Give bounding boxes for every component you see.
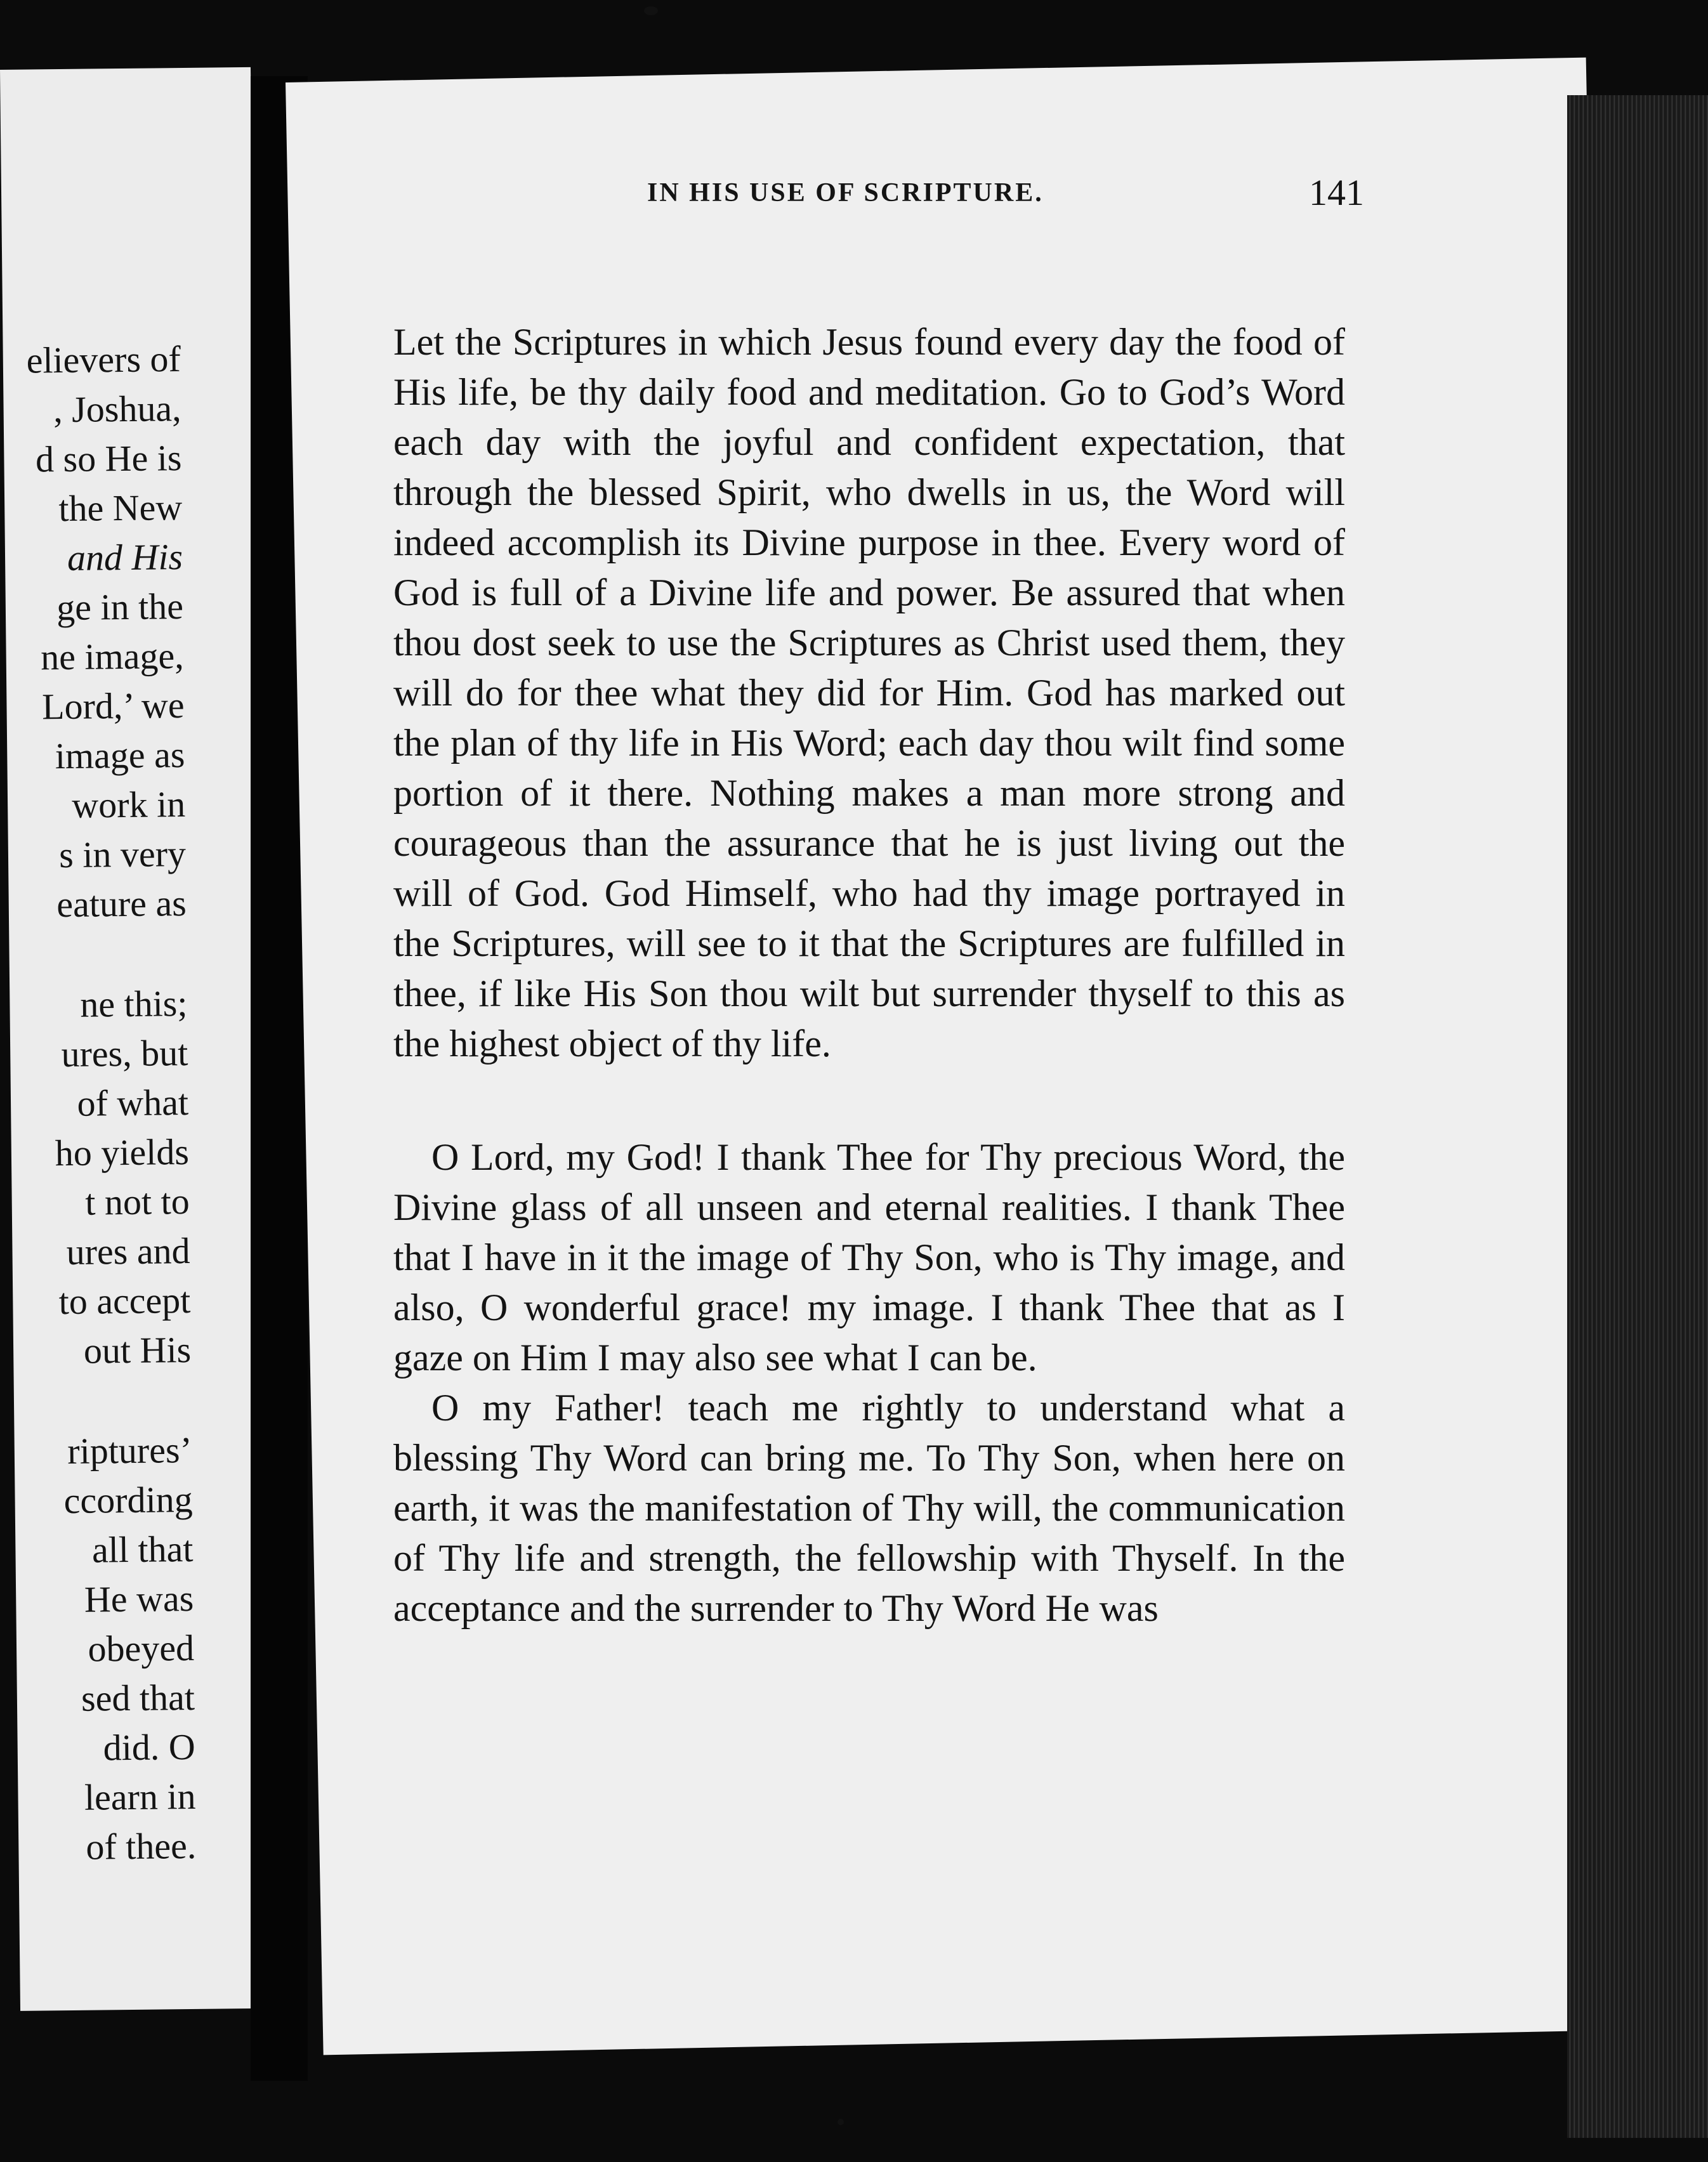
left-page-line: the New — [58, 487, 183, 530]
left-page-line: , Joshua, — [53, 388, 181, 431]
left-page-line: all that — [91, 1528, 194, 1571]
left-page-line: work in — [71, 783, 186, 826]
page-number: 141 — [1309, 172, 1364, 213]
left-page-line: out His — [83, 1328, 192, 1372]
left-page-line: of thee. — [86, 1825, 197, 1868]
left-page-line: and His — [67, 536, 183, 579]
scan-speck — [838, 2119, 844, 2125]
left-page-line: ho yields — [55, 1130, 190, 1174]
left-page — [0, 67, 271, 2011]
left-page-line: eature as — [56, 882, 187, 926]
body-text — [393, 317, 1345, 1634]
left-page-line: s in very — [58, 833, 187, 876]
left-page-line: of what — [77, 1081, 189, 1124]
left-page-line: did. O — [103, 1726, 196, 1769]
left-page-line: sed that — [81, 1676, 195, 1719]
prayer-paragraph: O my Father! teach me rightly to understand what a blessing Thy Word can bring me. To Thy Son, when here on earth, it was the manifestation of Thy will, the communication of Thy life and strength, the fellowship with Thyself. In the acceptance and the surrender to Thy Word He was — [393, 1387, 1345, 1629]
left-page-line: obeyed — [88, 1627, 195, 1670]
scan-speck — [644, 6, 658, 15]
running-header — [355, 171, 1364, 222]
left-page-line: ures, but — [61, 1032, 188, 1075]
left-page-line: He was — [84, 1577, 194, 1620]
left-page-line: ures and — [66, 1229, 190, 1273]
page-edges — [1567, 95, 1708, 2138]
left-page-line: elievers of — [26, 338, 181, 381]
left-page-line: learn in — [84, 1775, 196, 1818]
left-page-line: Lord,’ we — [41, 685, 185, 728]
running-title: IN HIS USE OF SCRIPTURE. — [647, 178, 1044, 207]
prayer-paragraph: O Lord, my God! I thank Thee for Thy precious Word, the Divine glass of all unseen and eternal realities. I thank Thee that I have in it the image of Thy Son, who is Thy image, and also, O wonderful grace! my image. I thank Thee that as I gaze on Him I may also see what I can be. — [393, 1136, 1345, 1379]
left-page-line: image as — [55, 734, 185, 777]
left-page-line: ge in the — [56, 586, 184, 629]
left-page-line: ne image, — [40, 635, 185, 678]
left-page-line: riptures’ — [67, 1429, 193, 1472]
left-page-line: d so He is — [35, 437, 182, 480]
left-page-line: ne this; — [79, 982, 188, 1025]
paragraph: Let the Scriptures in which Jesus found every day the food of His life, be thy daily food and meditation. Go to God’s Word each day with the joyful and confident expectation, that through the blessed Spirit, who dwells in us, the Word will indeed accomplish its Divine purpose in thee. Every word of God is full of a Divine life and power. Be assured that when thou dost seek to use the Scriptures as Christ used them, they will do for thee what they did for Him. God has marked out the plan of thy life in His Word; each day thou wilt find some portion of it there. Nothing makes a man more strong and courageous than the assurance that he is just living out the will of God. God Himself, who had thy image portrayed in the Scriptures, will see to it that the Scriptures are fulfilled in thee, if like His Son thou wilt but surrender thyself to this as the highest object of thy life. — [393, 321, 1345, 1065]
left-page-line: to accept — [58, 1279, 191, 1323]
left-page-line: ccording — [63, 1478, 193, 1522]
left-page-line: t not to — [85, 1180, 190, 1223]
